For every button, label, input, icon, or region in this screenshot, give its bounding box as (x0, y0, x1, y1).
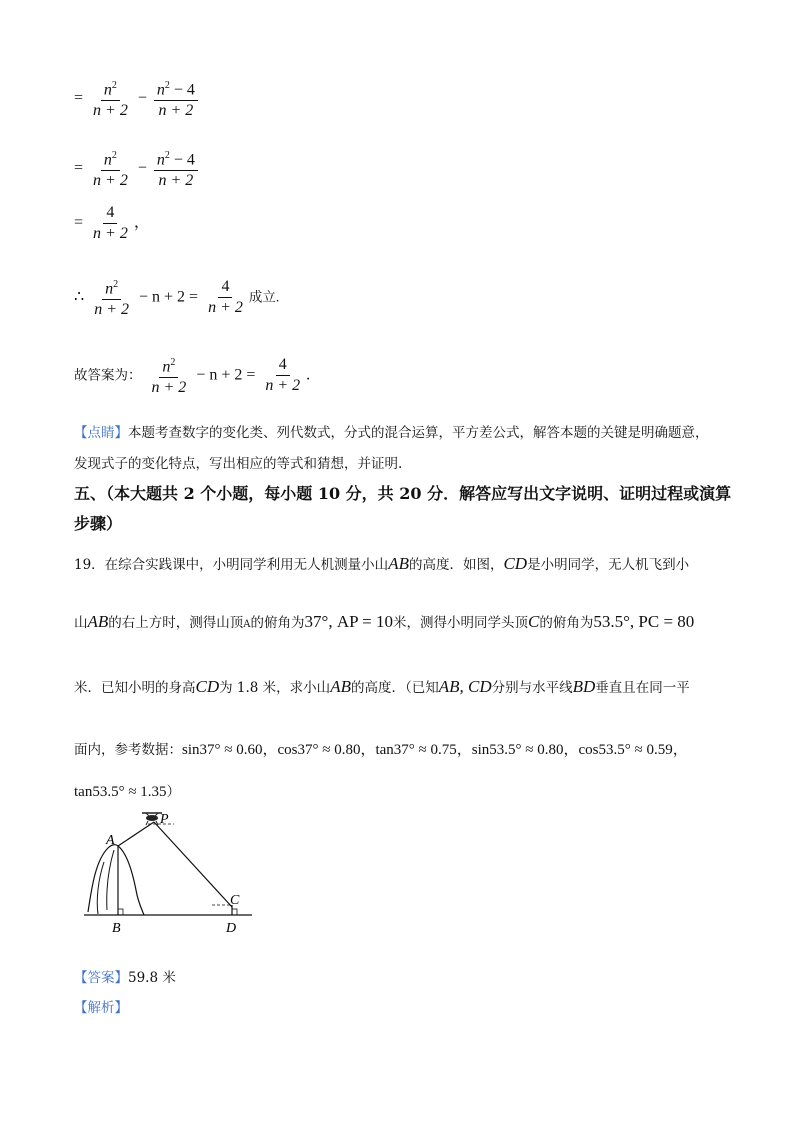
comment-line-2: 发现式子的变化特点，写出相应的等式和猜想，并证明. (74, 456, 403, 472)
derivation-line-1: = $\frac{n^2}{n + 2}$ − $\frac{n^2 - 4}{n + 2}$ (74, 78, 201, 119)
equals-sign: = (74, 89, 84, 107)
label-c: C (230, 893, 240, 908)
label-b: B (112, 921, 121, 936)
question-line-2: 山AB的右上方时，测得山顶A的俯角为37°, AP = 10米，测得小明同学头顶C的俯角为53.5°, PC = 80 (74, 612, 695, 631)
fraction: $\frac{4}{n + 2}$ (265, 356, 301, 395)
label-a: A (106, 833, 115, 848)
equals-sign: = (74, 159, 84, 177)
fraction: $\frac{n^2 - 4}{n + 2}$ (154, 148, 198, 189)
analysis-tag: 【解析】 (74, 1000, 128, 1016)
mountain-ridge (107, 850, 114, 910)
derivation-line-3: = $\frac{4}{n + 2}$ ， (74, 204, 150, 242)
fraction: $\frac{4}{n + 2}$ (208, 278, 243, 317)
label-p: P (160, 812, 169, 827)
question-line-1: 19．在综合实践课中，小明同学利用无人机测量小山AB的高度．如图，CD是小明同学，无人机飞到小 (74, 554, 690, 573)
section-heading-line-2: 步骤） (74, 514, 123, 533)
label-d: D (226, 921, 237, 936)
question-line-4: 面内，参考数据：sin37° ≈ 0.60，cos37° ≈ 0.80，tan37° ≈ 0.75，sin53.5° ≈ 0.80，cos53.5° ≈ 0.59， (74, 742, 688, 758)
derivation-line-2: = $\frac{n^2}{n + 2}$ − $\frac{n^2 - 4}{n + 2}$ (74, 148, 201, 189)
therefore-symbol: ∴ (74, 288, 85, 306)
answer-value: 59.8 米 (128, 970, 176, 986)
right-angle-mark-b (118, 909, 123, 915)
comment-tag: 【点睛】 (74, 425, 128, 441)
question-line-3: 米．已知小明的身高CD为 1.8 米，求小山AB的高度．（已知AB, CD分别与水平线BD垂直且在同一平 (74, 677, 690, 696)
fraction: $\frac{n^2}{n + 2}$ (93, 80, 128, 120)
fraction: $\frac{n^2}{n + 2}$ (93, 150, 128, 190)
section-heading-line-1: 五、（本大题共 2 个小题，每小题 10 分，共 20 分．解答应写出文字说明、证明过程或演算 (74, 484, 732, 503)
answer-tag: 【答案】 (74, 970, 128, 986)
segment-ap (118, 822, 154, 846)
segment-pc (154, 822, 232, 907)
fraction: $\frac{n^2 - 4}{n + 2}$ (154, 78, 198, 119)
fraction: $\frac{4}{n + 2}$ (93, 204, 128, 242)
fraction: $\frac{n^2}{n + 2}$ (151, 357, 187, 397)
right-angle-mark-d (232, 909, 237, 915)
question-line-5: tan53.5° ≈ 1.35） (74, 784, 181, 800)
mountain-drone-figure (74, 800, 274, 940)
derivation-line-4: ∴ $\frac{n^2}{n + 2}$ − n + 2 = $\frac{4}{n + 2}$ 成立. (74, 278, 280, 319)
comment-line-1: 【点睛】本题考查数字的变化类、列代数式，分式的混合运算，平方差公式，解答本题的关键是明确题意， (74, 425, 709, 441)
fraction: $\frac{n^2}{n + 2}$ (94, 279, 129, 319)
mountain-outline (88, 845, 144, 915)
mountain-ridge (97, 862, 104, 914)
answer-block (74, 966, 176, 986)
answer-line: 故答案为： $\frac{n^2}{n + 2}$ − n + 2 = $\frac{4}{n + 2}$ . (74, 356, 311, 397)
